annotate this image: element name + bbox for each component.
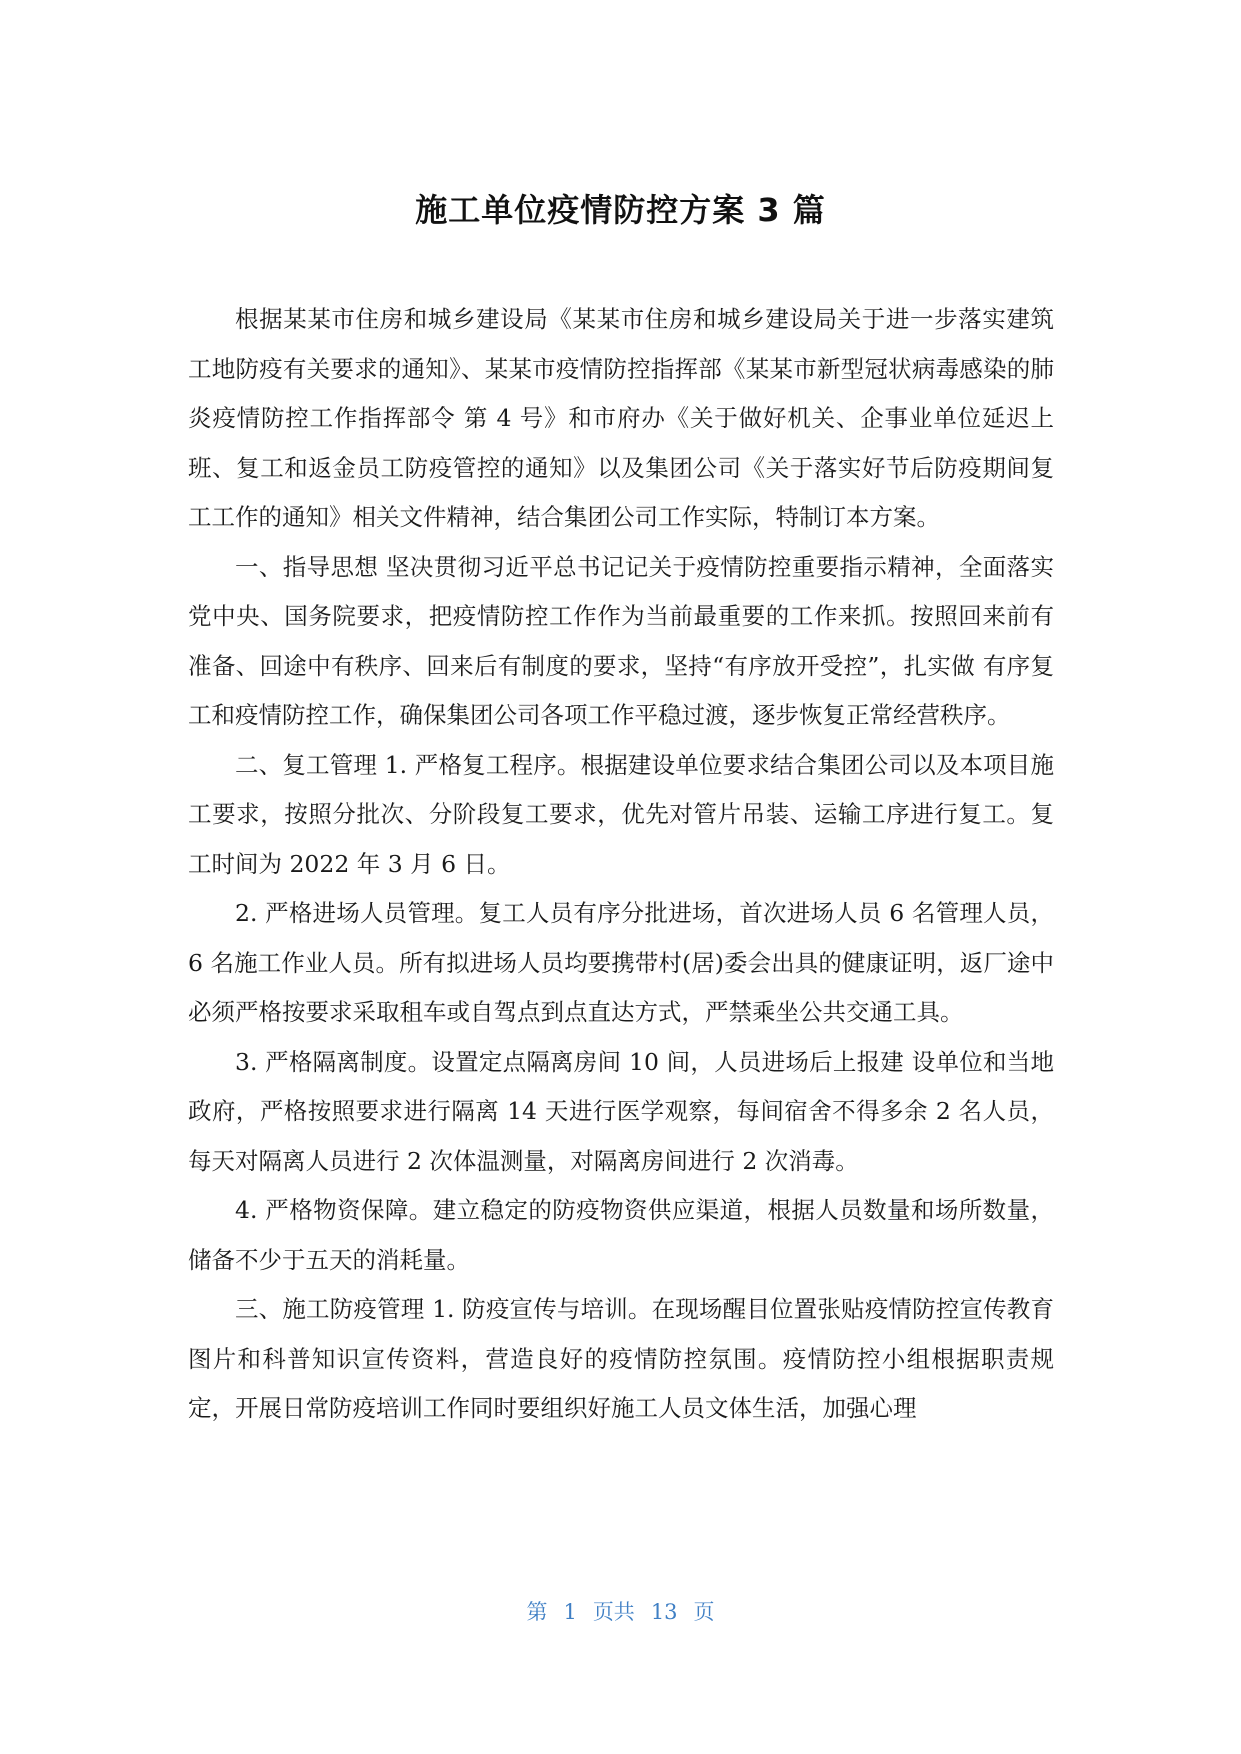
- footer-total-pages: 13: [650, 1600, 678, 1624]
- paragraph-guiding-ideology: 一、指导思想 坚决贯彻习近平总书记记关于疫情防控重要指示精神，全面落实党中央、国务院要求，把疫情防控工作作为当前最重要的工作来抓。按照回来前有准备、回途中有秩序、回来后有制度的要求，坚持“有序放开受控”，扎实做 有序复工和疫情防控工作，确保集团公司各项工作平稳过渡，逐步恢复正常经营秩序。: [188, 552, 1054, 729]
- paragraph-material-supply: 4. 严格物资保障。建立稳定的防疫物资供应渠道，根据人员数量和场所数量，储备不少于五天的消耗量。: [188, 1196, 1054, 1274]
- footer-prefix: 第: [526, 1600, 548, 1624]
- footer-middle: 页共: [592, 1600, 635, 1624]
- paragraph-personnel-management: 2. 严格进场人员管理。复工人员有序分批进场，首次进场人员 6 名管理人员，6 名施工作业人员。所有拟进场人员均要携带村(居)委会出具的健康证明，返厂途中必须严格按要求采取租车或自驾点到点直达方式，严禁乘坐公共交通工具。: [188, 899, 1054, 1026]
- footer-suffix: 页: [693, 1600, 715, 1624]
- document-body: [188, 295, 1054, 1434]
- paragraph-intro: 根据某某市住房和城乡建设局《某某市住房和城乡建设局关于进一步落实建筑工地防疫有关要求的通知》、某某市疫情防控指挥部《某某市新型冠状病毒感染的肺炎疫情防控工作指挥部令 第 4 号》和市府办《关于做好机关、企事业单位延迟上班、复工和返金员工防疫管控的通知》以及集团公司《关于落实好节后防疫期间复工工作的通知》相关文件精神，结合集团公司工作实际，特制订本方案。: [188, 305, 1054, 531]
- document-title: 施工单位疫情防控方案 3 篇: [415, 191, 826, 229]
- paragraph-isolation-system: 3. 严格隔离制度。设置定点隔离房间 10 间，人员进场后上报建 设单位和当地政府，严格按照要求进行隔离 14 天进行医学观察，每间宿舍不得多余 2 名人员，每天对隔离人员进行 2 次体温测量，对隔离房间进行 2 次消毒。: [188, 1047, 1054, 1175]
- paragraph-construction-epidemic-management: 三、施工防疫管理 1. 防疫宣传与培训。在现场醒目位置张贴疫情防控宣传教育图片和科普知识宣传资料，营造良好的疫情防控氛围。疫情防控小组根据职责规定，开展日常防疫培训工作同时要组织好施工人员文体生活，加强心理: [188, 1295, 1054, 1422]
- page-footer: [0, 1596, 1241, 1626]
- paragraph-resumption-management: 二、复工管理 1. 严格复工程序。根据建设单位要求结合集团公司以及本项目施工要求，按照分批次、分阶段复工要求，优先对管片吊装、运输工序进行复工。复工时间为 2022 年 3 月 6 日。: [188, 750, 1054, 878]
- footer-current-page: 1: [563, 1600, 577, 1624]
